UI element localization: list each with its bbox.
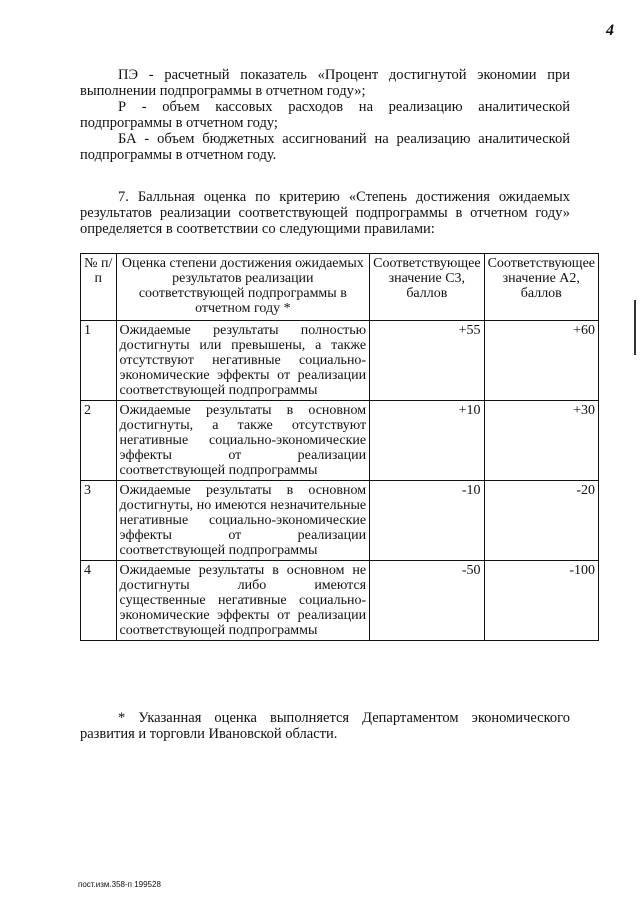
row-s3-value: -10 — [370, 481, 484, 561]
row-s3-value: +10 — [370, 401, 484, 481]
definitions-block — [80, 67, 570, 163]
row-num: 1 — [81, 321, 117, 401]
row-a2-value: -20 — [484, 481, 598, 561]
table-header-row — [81, 254, 599, 321]
definition-ba: БА - объем бюджетных ассигнований на реализацию аналитической подпрограммы в отчетном году. — [80, 131, 570, 163]
row-num: 2 — [81, 401, 117, 481]
row-s3-value: -50 — [370, 561, 484, 641]
row-a2-value: -100 — [484, 561, 598, 641]
row-description: Ожидаемые результаты в основном достигнуты, но имеются незначительные негативные социально-экономические эффекты от реализации соответствующей подпрограммы — [116, 481, 370, 561]
row-a2-value: +60 — [484, 321, 598, 401]
table-row — [81, 561, 599, 641]
table-row — [81, 321, 599, 401]
scan-edge-mark — [634, 300, 636, 355]
table-row — [81, 401, 599, 481]
row-num: 3 — [81, 481, 117, 561]
row-s3-value: +55 — [370, 321, 484, 401]
definition-pe: ПЭ - расчетный показатель «Процент достигнутой экономии при выполнении подпрограммы в отчетном году»; — [80, 67, 570, 99]
criterion-paragraph: 7. Балльная оценка по критерию «Степень достижения ожидаемых результатов реализации соответствующей подпрограммы в отчетном году» определяется в соответствии со следующими правилами: — [80, 189, 570, 237]
row-description: Ожидаемые результаты в основном не достигнуты либо имеются существенные негативные социально-экономические эффекты от реализации соответствующей подпрограммы — [116, 561, 370, 641]
scoring-table — [80, 253, 599, 641]
row-num: 4 — [81, 561, 117, 641]
footnote: * Указанная оценка выполняется Департаментом экономического развития и торговли Ивановской области. — [80, 710, 570, 742]
table-row — [81, 481, 599, 561]
row-description: Ожидаемые результаты в основном достигнуты, а также отсутствуют негативные социально-экономические эффекты от реализации соответствующей подпрограммы — [116, 401, 370, 481]
header-s3: Соответствующее значение С3, баллов — [370, 254, 484, 321]
row-a2-value: +30 — [484, 401, 598, 481]
header-description: Оценка степени достижения ожидаемых результатов реализации соответствующей подпрограммы в отчетном году * — [116, 254, 370, 321]
row-description: Ожидаемые результаты полностью достигнуты или превышены, а также отсутствуют негативные социально-экономические эффекты от реализации соответствующей подпрограммы — [116, 321, 370, 401]
definition-r: Р - объем кассовых расходов на реализацию аналитической подпрограммы в отчетном году; — [80, 99, 570, 131]
document-stamp: пост.изм.358-п 199528 — [78, 880, 161, 889]
header-num: № п/п — [81, 254, 117, 321]
page-number: 4 — [606, 22, 614, 39]
header-a2: Соответствующее значение А2, баллов — [484, 254, 598, 321]
